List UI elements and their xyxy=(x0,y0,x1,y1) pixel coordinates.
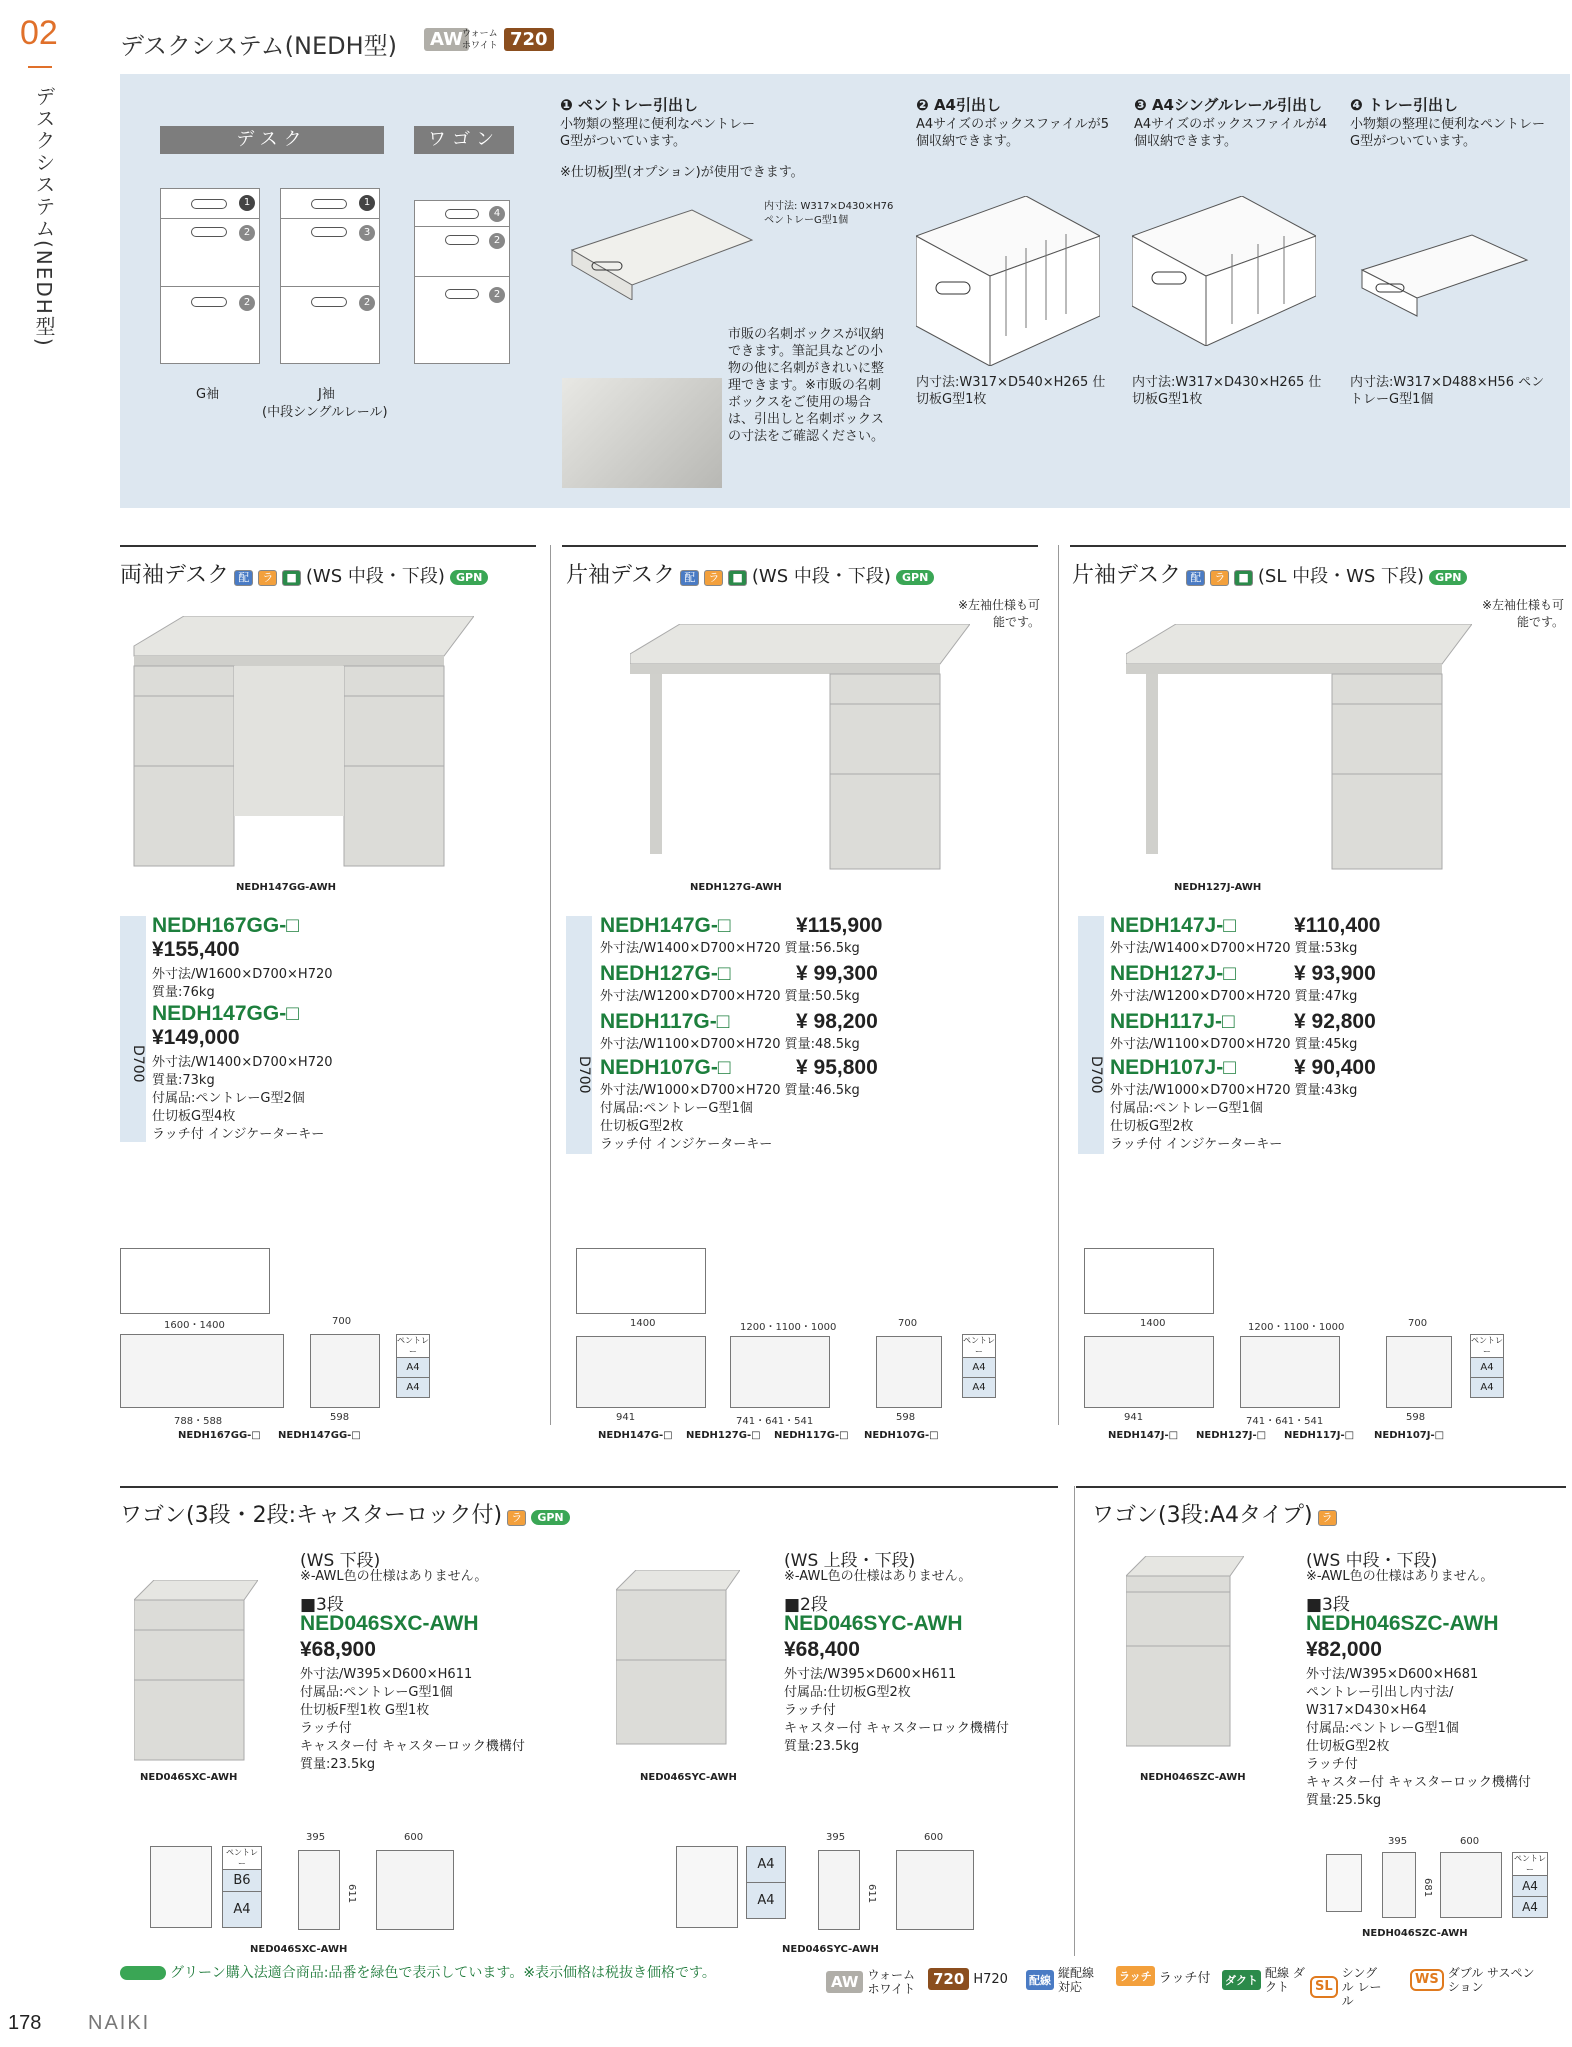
section-2-mid-width-label: 1200・1100・1000 xyxy=(740,1322,837,1333)
section-2-product-3-code[interactable]: NEDH117G-□ xyxy=(600,1010,730,1033)
feature-2-inner: 内寸法:W317×D540×H265 仕切板G型1枚 xyxy=(916,375,1106,407)
wagon-1-price: ¥68,900 xyxy=(300,1638,376,1661)
color-code-badge: AW xyxy=(424,28,469,51)
section-3-drawing-label-4: NEDH107J-□ xyxy=(1374,1430,1445,1441)
section-3-heading: 片袖デスク 配 ラ ■ (SL 中段・WS 下段) GPN xyxy=(1072,558,1467,589)
wagon-rule-2 xyxy=(1076,1486,1566,1488)
height-code-badge: 720 xyxy=(504,28,554,51)
wagon-3-h681: 681 xyxy=(1422,1878,1433,1898)
section-2-top-view xyxy=(576,1248,706,1314)
section-3-side-view xyxy=(1386,1336,1452,1408)
feature-4-title: ❹ トレー引出し xyxy=(1350,96,1458,114)
section-2-depth-tab: D700 xyxy=(566,916,592,1154)
section-3-lower-depth: 598 xyxy=(1406,1412,1426,1423)
section-1-photo-label: NEDH147GG-AWH xyxy=(236,882,336,893)
wagon-1-side-view xyxy=(376,1850,454,1930)
feature-3-inner: 内寸法:W317×D430×H265 仕切板G型1枚 xyxy=(1132,375,1322,407)
section-3-width-label: 1400 xyxy=(1140,1318,1166,1329)
legend-sl: SL シングル レール xyxy=(1310,1966,1386,2008)
section-1-product-2-weight: 質量:73kg xyxy=(152,1073,215,1088)
section-3-lower-widths: 741・641・541 xyxy=(1246,1416,1324,1427)
section-number: 02 xyxy=(20,14,58,52)
page-title: デスクシステム(NEDH型) xyxy=(120,32,398,60)
wagon-2-detail-5: 質量:23.5kg xyxy=(784,1739,860,1754)
wagon-3-detail-2: ペントレー引出し内寸法/ xyxy=(1306,1685,1454,1700)
section-2-lower-depth: 598 xyxy=(896,1412,916,1423)
side-title: デスクシステム(NEDH型) xyxy=(32,86,56,348)
section-1-drawing-label-2: NEDH147GG-□ xyxy=(278,1430,361,1441)
section-3-accessory-3: ラッチ付 インジケーターキー xyxy=(1110,1137,1283,1152)
section-1-accessory-3: ラッチ付 インジケーターキー xyxy=(152,1127,325,1142)
wagon-1-detail-3: 仕切板F型1枚 G型1枚 xyxy=(300,1703,430,1718)
section-2-product-1-price: ¥115,900 xyxy=(796,914,883,937)
section-mark xyxy=(28,66,52,68)
section-3-depth-label: 700 xyxy=(1408,1318,1428,1329)
wagon-1-detail-6: 質量:23.5kg xyxy=(300,1757,376,1772)
feature-4-desc: 小物類の整理に便利なペントレーG型がついています。 xyxy=(1350,117,1546,149)
section-3-front-view-2 xyxy=(1240,1336,1340,1408)
wagon-2-top-view xyxy=(676,1846,738,1928)
wagon-2-detail-3: ラッチ付 xyxy=(784,1703,836,1718)
section-1-top-view xyxy=(120,1248,270,1314)
wagon-2-detail-4: キャスター付 キャスターロック機構付 xyxy=(784,1721,1009,1736)
section-3-mid-width-label: 1200・1100・1000 xyxy=(1248,1322,1345,1333)
section-1-product-1-weight: 質量:76kg xyxy=(152,985,215,1000)
section-1-product-1-code[interactable]: NEDH167GG-□ xyxy=(152,914,299,937)
legend-ws: WS ダブル サスペンション xyxy=(1410,1966,1538,1994)
section-3-depth-tab: D700 xyxy=(1078,916,1104,1154)
wagon-2-photo xyxy=(616,1570,740,1750)
section-rule-3 xyxy=(1070,545,1566,547)
j-sub-label: (中段シングルレール) xyxy=(262,405,388,420)
section-2-accessory-2: 仕切板G型2枚 xyxy=(600,1119,684,1134)
wagon-2-side-view xyxy=(896,1850,974,1930)
section-3-product-3-code[interactable]: NEDH117J-□ xyxy=(1110,1010,1235,1033)
g-label: G袖 xyxy=(196,387,220,402)
legend-wiring: 配線 縦配線 対応 xyxy=(1026,1966,1106,1994)
section-2-product-3-dims: 外寸法/W1100×D700×H720 質量:48.5kg xyxy=(600,1037,860,1052)
section-2-front-view-2 xyxy=(730,1336,830,1408)
section-1-product-2-price: ¥149,000 xyxy=(152,1026,240,1049)
section-1-product-1-dims: 外寸法/W1600×D700×H720 xyxy=(152,967,333,982)
wagon-1-photo xyxy=(134,1580,258,1766)
section-2-depth-label: 700 xyxy=(898,1318,918,1329)
section-2-front-view xyxy=(576,1336,706,1408)
feature-1-note: ※仕切板J型(オプション)が使用できます。 xyxy=(560,165,804,180)
section-2-accessory-3: ラッチ付 インジケーターキー xyxy=(600,1137,773,1152)
single-desk-photo-j xyxy=(1126,624,1472,874)
section-2-heading: 片袖デスク 配 ラ ■ (WS 中段・下段) GPN xyxy=(566,558,934,589)
green-purchase-text: グリーン購入法適合商品:品番を緑色で表示しています。※表示価格は税抜き価格です。 xyxy=(170,1965,716,1981)
wagon-1-top-view xyxy=(150,1846,212,1928)
section-3-drawing-label-2: NEDH127J-□ xyxy=(1196,1430,1267,1441)
feature-3-title: ❸ A4シングルレール引出し xyxy=(1134,96,1323,114)
section-3-product-2-code[interactable]: NEDH127J-□ xyxy=(1110,962,1236,985)
section-1-width-label: 1600・1400 xyxy=(164,1320,225,1331)
section-2-product-1-dims: 外寸法/W1400×D700×H720 質量:56.5kg xyxy=(600,941,860,956)
legend-720: 720 H720 xyxy=(928,1968,1008,1990)
section-2-note: ※左袖仕様も可能です。 xyxy=(957,598,1040,629)
feature-1-desc: 小物類の整理に便利なペントレーG型がついています。 xyxy=(560,117,756,149)
section-3-product-4-price: ¥ 90,400 xyxy=(1294,1056,1376,1079)
wagon-heading: ワゴン(3段・2段:キャスターロック付) ラ GPN xyxy=(120,1498,570,1529)
a4-single-rail-drawer-illustration xyxy=(1132,196,1316,346)
wagon-1-detail-1: 外寸法/W395×D600×H611 xyxy=(300,1667,473,1682)
section-3-product-4-dims: 外寸法/W1000×D700×H720 質量:43kg xyxy=(1110,1083,1358,1098)
tray-drawer-illustration xyxy=(1352,230,1532,320)
wagon-3-detail-8: 質量:25.5kg xyxy=(1306,1793,1382,1808)
section-2-side-view xyxy=(876,1336,942,1408)
wagon-2-drawing-label: NED046SYC-AWH xyxy=(782,1944,879,1955)
wagon-3-detail-6: ラッチ付 xyxy=(1306,1757,1358,1772)
g-cabinet-diagram: 1 2 2 xyxy=(160,188,260,364)
feature-2-title: ❷ A4引出し xyxy=(916,96,1001,114)
section-1-accessory-2: 仕切板G型4枚 xyxy=(152,1109,236,1124)
wagon-3-detail-5: 仕切板G型2枚 xyxy=(1306,1739,1390,1754)
wagon-2-h611: 611 xyxy=(866,1884,877,1904)
wagon-1-note: ※-AWL色の仕様はありません。 xyxy=(300,1569,488,1584)
section-2-photo-label: NEDH127G-AWH xyxy=(690,882,782,893)
section-2-product-2-dims: 外寸法/W1200×D700×H720 質量:50.5kg xyxy=(600,989,860,1004)
wagon-1-detail-2: 付属品:ペントレーG型1個 xyxy=(300,1685,453,1700)
wagon-3-slot-legend: ペントレー A4 A4 xyxy=(1512,1852,1548,1918)
wagon-3-price: ¥82,000 xyxy=(1306,1638,1382,1661)
section-1-depth-label: 700 xyxy=(332,1316,352,1327)
feature-1-inner: 内寸法: W317×D430×H76 ペントレーG型1個 xyxy=(764,201,894,226)
wagon-3-detail-7: キャスター付 キャスターロック機構付 xyxy=(1306,1775,1531,1790)
section-3-product-3-dims: 外寸法/W1100×D700×H720 質量:45kg xyxy=(1110,1037,1358,1052)
desk-label: デスク xyxy=(160,126,384,154)
wagon-1-w600: 600 xyxy=(404,1832,424,1843)
section-1-product-1-price: ¥155,400 xyxy=(152,938,240,961)
j-cabinet-diagram: 1 3 2 xyxy=(280,188,380,364)
section-1-lower-depth: 598 xyxy=(330,1412,350,1423)
section-1-lower-width: 788・588 xyxy=(174,1416,223,1427)
wagon-rule-1 xyxy=(120,1486,1058,1488)
section-3-product-1-dims: 外寸法/W1400×D700×H720 質量:53kg xyxy=(1110,941,1358,956)
wagon-1-spec: (WS 下段) xyxy=(300,1551,381,1571)
section-2-drawing-label-3: NEDH117G-□ xyxy=(774,1430,849,1441)
feature-1-title: ❶ ペントレー引出し xyxy=(560,96,698,114)
section-3-product-3-price: ¥ 92,800 xyxy=(1294,1010,1376,1033)
section-3-accessory-1: 付属品:ペントレーG型1個 xyxy=(1110,1101,1263,1116)
wagon-3-detail-3: W317×D430×H64 xyxy=(1306,1703,1427,1718)
section-2-width-label: 1400 xyxy=(630,1318,656,1329)
wagon-label: ワゴン xyxy=(414,126,514,154)
wagon-2-detail-2: 付属品:仕切板G型2枚 xyxy=(784,1685,911,1700)
wagon-3-type: ■3段 xyxy=(1306,1595,1350,1615)
wagon-3-photo xyxy=(1126,1556,1244,1752)
section-2-drawing-label-1: NEDH147G-□ xyxy=(598,1430,673,1441)
wagon-3-note: ※-AWL色の仕様はありません。 xyxy=(1306,1569,1494,1584)
section-3-product-2-price: ¥ 93,900 xyxy=(1294,962,1376,985)
wagon-2-w600: 600 xyxy=(924,1832,944,1843)
wagon-2-note: ※-AWL色の仕様はありません。 xyxy=(784,1569,972,1584)
card-box-photo xyxy=(562,378,722,488)
wagon-1-detail-4: ラッチ付 xyxy=(300,1721,352,1736)
double-desk-photo xyxy=(124,616,474,876)
section-3-product-2-dims: 外寸法/W1200×D700×H720 質量:47kg xyxy=(1110,989,1358,1004)
section-1-accessory-1: 付属品:ペントレーG型2個 xyxy=(152,1091,305,1106)
section-2-drawing-label-4: NEDH107G-□ xyxy=(864,1430,939,1441)
wagon-3-w600: 600 xyxy=(1460,1836,1480,1847)
wagon-1-w395: 395 xyxy=(306,1832,326,1843)
legend-duct: ダクト 配線 ダクト xyxy=(1222,1966,1309,1994)
section-3-top-view xyxy=(1084,1248,1214,1314)
wagon-3-side-view xyxy=(1440,1852,1502,1918)
wagon-3-photo-label: NEDH046SZC-AWH xyxy=(1140,1772,1246,1783)
single-desk-photo-g xyxy=(630,624,970,874)
wagon-2-spec: (WS 上段・下段) xyxy=(784,1551,916,1571)
section-1-front-view xyxy=(120,1334,284,1408)
wagon-1-detail-5: キャスター付 キャスターロック機構付 xyxy=(300,1739,525,1754)
section-1-slot-legend: ペントレー A4 A4 xyxy=(396,1334,430,1398)
section-2-product-4-price: ¥ 95,800 xyxy=(796,1056,878,1079)
section-3-photo-label: NEDH127J-AWH xyxy=(1174,882,1262,893)
legend-aw: AW ウォーム ホワイト xyxy=(826,1968,915,1996)
section-3-front-view xyxy=(1084,1336,1214,1408)
pen-tray-drawer-illustration xyxy=(562,200,762,300)
wagon-1-type: ■3段 xyxy=(300,1595,344,1615)
wagon-a4-heading: ワゴン(3段:A4タイプ) ラ xyxy=(1092,1498,1337,1529)
section-3-lower-left: 941 xyxy=(1124,1412,1144,1423)
wagon-1-code[interactable]: NED046SXC-AWH xyxy=(300,1612,479,1635)
feature-2-desc: A4サイズのボックスファイルが5個収納できます。 xyxy=(916,117,1110,149)
color-name: ウォーム ホワイト xyxy=(462,29,498,51)
wagon-1-drawing-label: NED046SXC-AWH xyxy=(250,1944,348,1955)
section-3-accessory-2: 仕切板G型2枚 xyxy=(1110,1119,1194,1134)
section-3-drawing-label-1: NEDH147J-□ xyxy=(1108,1430,1179,1441)
section-2-product-4-code[interactable]: NEDH107G-□ xyxy=(600,1056,731,1079)
section-2-product-1-code[interactable]: NEDH147G-□ xyxy=(600,914,731,937)
a4-drawer-illustration xyxy=(916,196,1100,366)
wagon-1-photo-label: NED046SXC-AWH xyxy=(140,1772,238,1783)
wagon-2-detail-1: 外寸法/W395×D600×H611 xyxy=(784,1667,957,1682)
wagon-3-detail-4: 付属品:ペントレーG型1個 xyxy=(1306,1721,1459,1736)
section-1-drawing-label-1: NEDH167GG-□ xyxy=(178,1430,261,1441)
section-2-product-2-code[interactable]: NEDH127G-□ xyxy=(600,962,731,985)
section-3-note: ※左袖仕様も可能です。 xyxy=(1481,598,1564,629)
wagon-2-front-view xyxy=(818,1850,860,1930)
section-2-slot-legend: ペントレー A4 A4 xyxy=(962,1334,996,1398)
wagon-3-top-view xyxy=(1326,1854,1362,1912)
wagon-1-h611: 611 xyxy=(346,1884,357,1904)
section-2-product-3-price: ¥ 98,200 xyxy=(796,1010,878,1033)
wagon-3-detail-1: 外寸法/W395×D600×H681 xyxy=(1306,1667,1479,1682)
column-divider-2 xyxy=(1058,545,1059,1425)
wagon-2-w395: 395 xyxy=(826,1832,846,1843)
section-rule-1 xyxy=(120,545,536,547)
column-divider-1 xyxy=(550,545,551,1425)
green-purchase-icon xyxy=(120,1966,166,1980)
wagon-2-code[interactable]: NED046SYC-AWH xyxy=(784,1612,963,1635)
section-3-product-1-price: ¥110,400 xyxy=(1294,914,1381,937)
wagon-divider xyxy=(1074,1486,1075,1956)
card-box-text: 市販の名刺ボックスが収納できます。筆記具などの小物の他に名刺がきれいに整理できます。※市販の名刺ボックスをご使用の場合は、引出しと名刺ボックスの寸法をご確認ください。 xyxy=(728,327,885,444)
j-label: J袖 xyxy=(318,387,335,402)
page-number: 178 xyxy=(8,2012,42,2034)
section-3-product-1-code[interactable]: NEDH147J-□ xyxy=(1110,914,1236,937)
brand-name: NAIKI xyxy=(88,2012,151,2034)
section-1-product-2-code[interactable]: NEDH147GG-□ xyxy=(152,1002,299,1025)
section-2-accessory-1: 付属品:ペントレーG型1個 xyxy=(600,1101,753,1116)
section-1-product-2-dims: 外寸法/W1400×D700×H720 xyxy=(152,1055,333,1070)
feature-3-desc: A4サイズのボックスファイルが4個収納できます。 xyxy=(1134,117,1328,149)
wagon-3-drawing-label: NEDH046SZC-AWH xyxy=(1362,1928,1468,1939)
section-2-lower-left: 941 xyxy=(616,1412,636,1423)
wagon-1-slot-legend: ペントレー B6 A4 xyxy=(222,1846,262,1928)
wagon-2-price: ¥68,400 xyxy=(784,1638,860,1661)
feature-4-inner: 内寸法:W317×D488×H56 ペントレーG型1個 xyxy=(1350,375,1545,407)
wagon-2-type: ■2段 xyxy=(784,1595,828,1615)
wagon-1-front-view xyxy=(298,1850,340,1930)
section-3-slot-legend: ペントレー A4 A4 xyxy=(1470,1334,1504,1398)
wagon-3-code[interactable]: NEDH046SZC-AWH xyxy=(1306,1612,1499,1635)
section-2-product-4-dims: 外寸法/W1000×D700×H720 質量:46.5kg xyxy=(600,1083,860,1098)
section-1-depth-tab: D700 xyxy=(120,916,146,1142)
section-2-lower-widths: 741・641・541 xyxy=(736,1416,814,1427)
section-2-product-2-price: ¥ 99,300 xyxy=(796,962,878,985)
wagon-2-photo-label: NED046SYC-AWH xyxy=(640,1772,737,1783)
section-1-side-view xyxy=(310,1334,380,1408)
section-1-heading: 両袖デスク 配 ラ ■ (WS 中段・下段) GPN xyxy=(120,558,488,589)
section-3-product-4-code[interactable]: NEDH107J-□ xyxy=(1110,1056,1236,1079)
wagon-3-w395: 395 xyxy=(1388,1836,1408,1847)
section-rule-2 xyxy=(562,545,1038,547)
section-2-drawing-label-2: NEDH127G-□ xyxy=(686,1430,761,1441)
legend-latch: ラッチ ラッチ付 xyxy=(1116,1966,1211,1986)
section-3-drawing-label-3: NEDH117J-□ xyxy=(1284,1430,1355,1441)
wagon-3-spec: (WS 中段・下段) xyxy=(1306,1551,1438,1571)
wagon-2-slot-legend: A4 A4 xyxy=(746,1846,786,1919)
wagon-cabinet-diagram: 4 2 2 xyxy=(414,200,510,364)
wagon-3-front-view xyxy=(1382,1852,1416,1918)
